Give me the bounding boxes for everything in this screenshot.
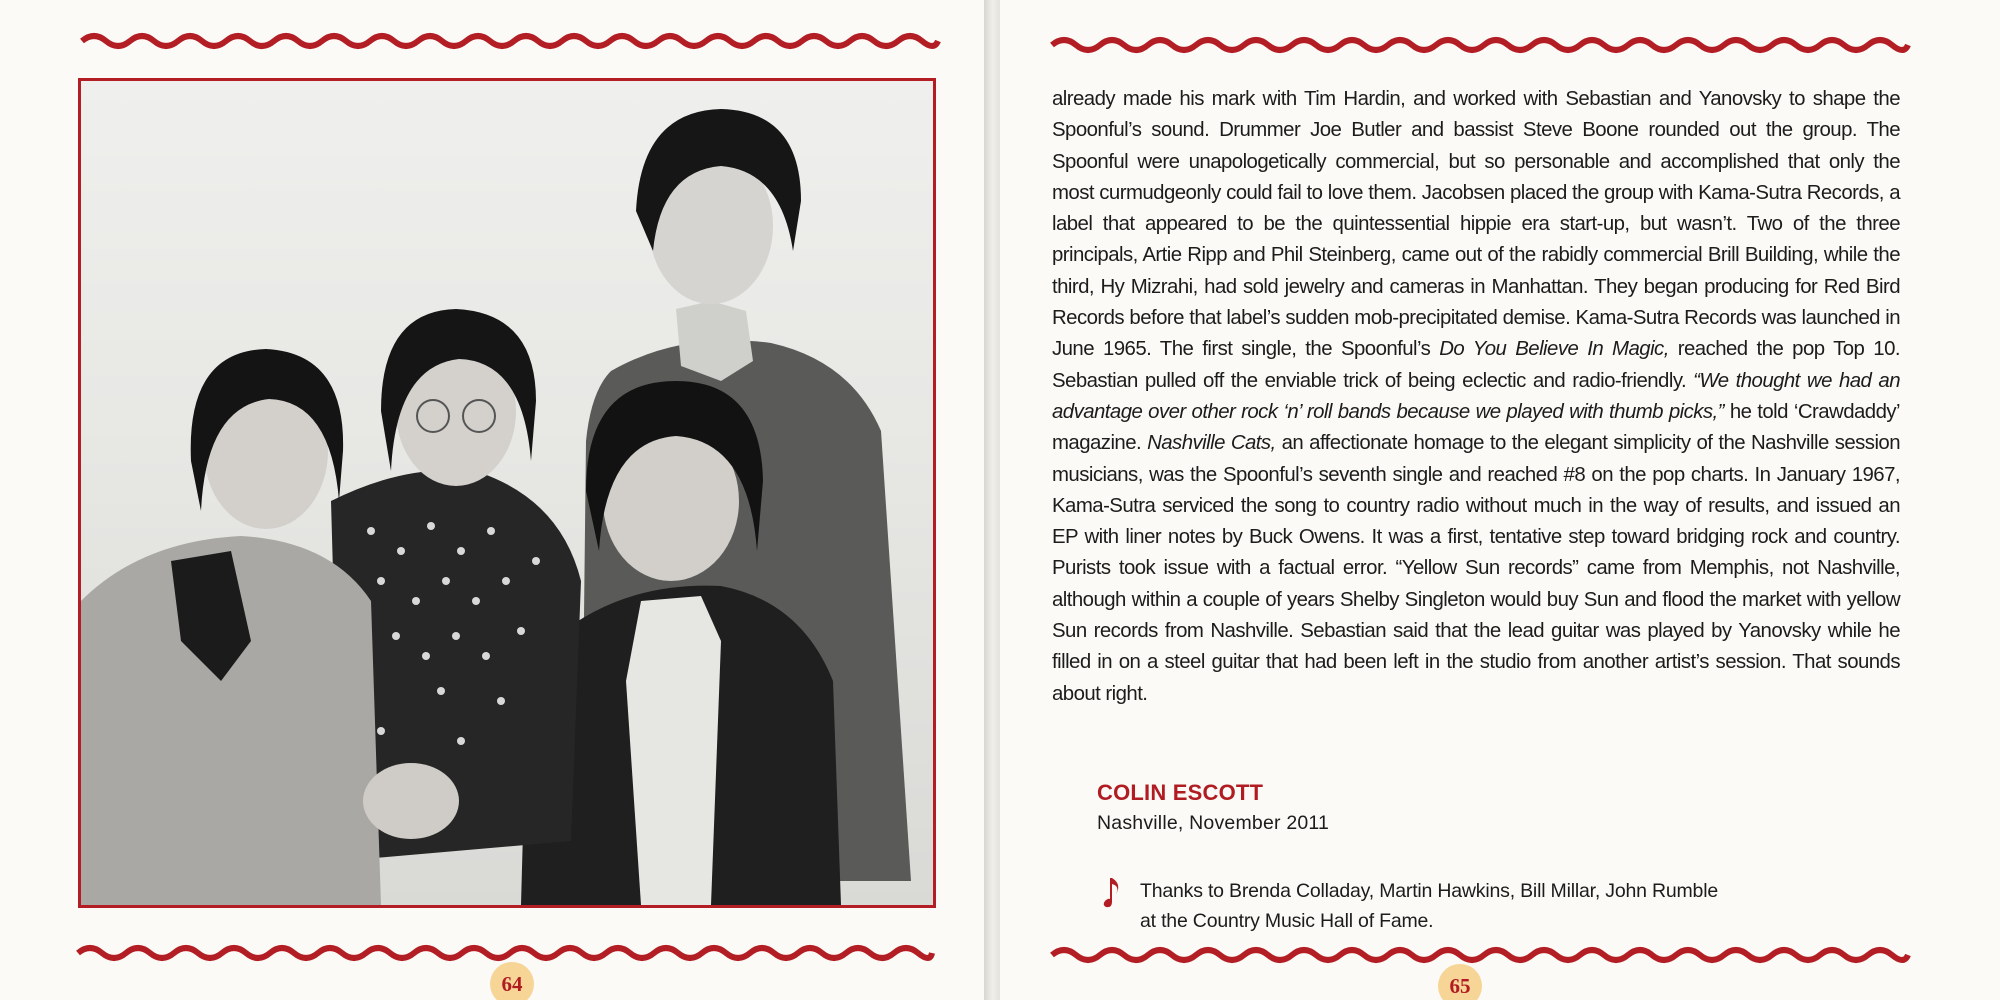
left-page xyxy=(0,0,984,1000)
page-number: 64 xyxy=(490,962,534,1000)
song-title: Nashville Cats, xyxy=(1147,432,1276,455)
wave-border-bottom xyxy=(1000,928,2000,988)
author-signature: COLIN ESCOTT xyxy=(1097,780,1264,805)
essay-text: reached the pop Top 10. Sebastian pulled off the enviable trick of being eclectic and radio-friendly. xyxy=(1052,338,1900,392)
right-page xyxy=(1000,0,2000,1000)
wave-border-top xyxy=(0,0,984,60)
acknowledgements-line: Thanks to Brenda Colladay, Martin Hawkins, Bill Millar, John Rumble xyxy=(1140,880,1718,902)
band-photo-image xyxy=(81,81,933,905)
dateline: Nashville, November 2011 xyxy=(1097,812,1330,834)
page-number: 65 xyxy=(1438,964,1482,1000)
essay-text: already made his mark with Tim Hardin, and worked with Sebastian and Yanovsky to shape the Spoonful’s sound. Drummer Joe Butler and bassist Steve Boone rounded out the group. The Spoonful were unapologetically commercial, but so personable and accomplished that only the most curmudgeonly could fail to love them. Jacobsen placed the group with Kama-Sutra Records, a label that appeared to be the quintessential hippie era start-up, but wasn’t. Two of the three principals, Artie Ripp and Phil Steinberg, came out of the rabidly commercial Brill Building, while the third, Hy Mizrahi, had sold jewelry and cameras in Manhattan. They began producing for Red Bird Records before that label’s sudden mob-precipitated demise. Kama-Sutra Records was launched in June 1965. The first single, the Spoonful’s xyxy=(1052,88,1900,361)
quote-text: “We thought we had an advantage over other rock ‘n’ roll bands because we played with thumb picks,” xyxy=(1052,369,1900,423)
acknowledgements-line: at the Country Music Hall of Fame. xyxy=(1140,910,1434,932)
acknowledgements xyxy=(1140,876,1840,936)
music-note-icon xyxy=(1102,876,1126,910)
essay-text: he told ‘Crawdaddy’ magazine. xyxy=(1052,400,1900,455)
essay-text: an affectionate homage to the elegant simplicity of the Nashville session musicians, was the Spoonful’s seventh single and reached #8 on the pop charts. In January 1967, Kama-Sutra serviced the song to country radio without much in the way of results, and issued an EP with liner notes by Buck Owens. It was a first, tentative step toward bridging rock and country. Purists took issue with a factual error. “Yellow Sun records” came from Memphis, not Nashville, although within a couple of years Shelby Singleton would buy Sun and flood the market with yellow Sun records from Nashville. Sebastian said that the lead guitar was played by Yanovsky while he filled in on a steel guitar that had been left in the studio from another artist’s session. That sounds about right. xyxy=(1052,432,1901,705)
song-title: Do You Believe In Magic, xyxy=(1439,338,1669,361)
band-photo xyxy=(78,78,936,908)
wave-border-top xyxy=(1000,0,2000,60)
essay-paragraph xyxy=(1052,84,1900,710)
book-gutter xyxy=(984,0,1000,1000)
